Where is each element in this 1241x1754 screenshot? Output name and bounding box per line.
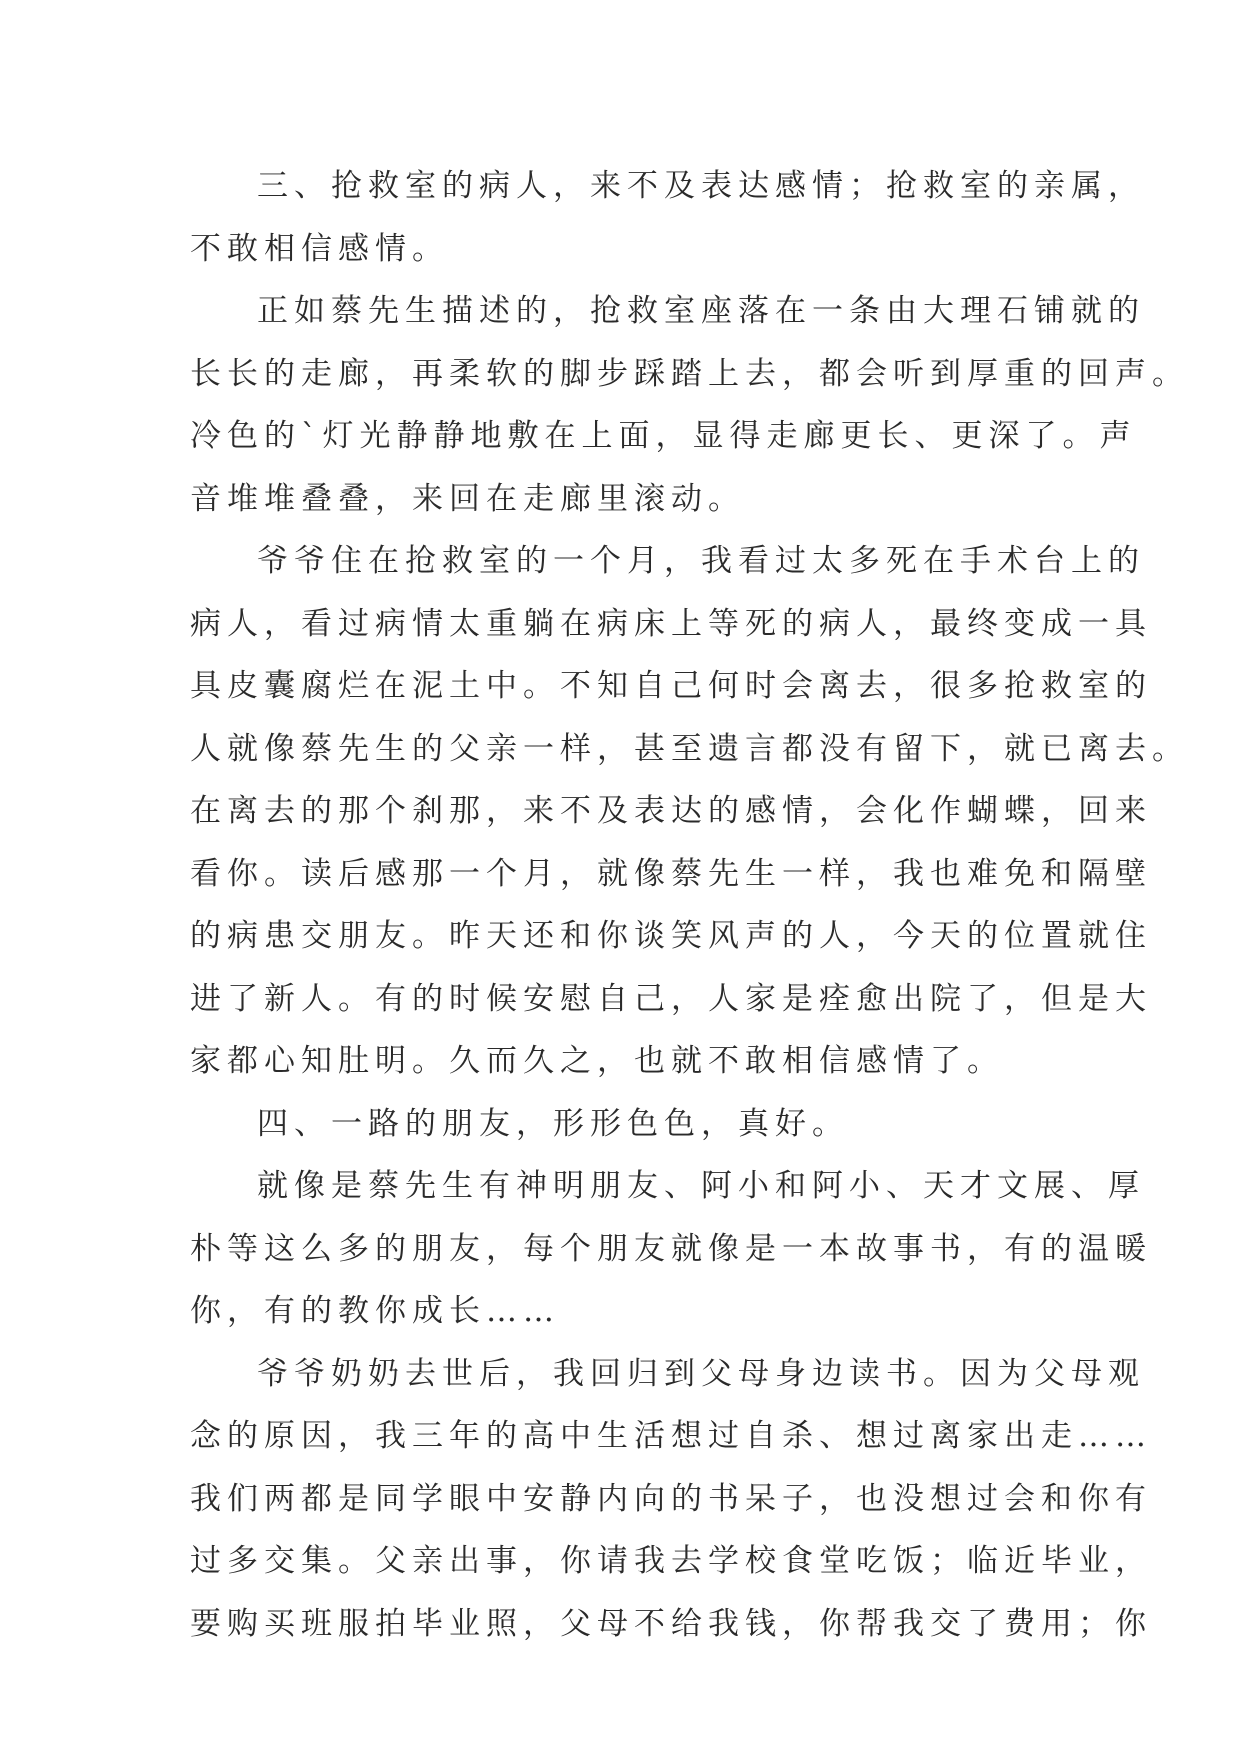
text-line: 冷色的`灯光静静地敷在上面，显得走廊更长、更深了。声	[190, 418, 1137, 454]
text-line: 你，有的教你成长……	[190, 1293, 560, 1329]
text-line: 爷爷奶奶去世后，我回归到父母身边读书。因为父母观	[257, 1355, 1145, 1392]
text-line: 病人，看过病情太重躺在病床上等死的病人，最终变成一具	[190, 605, 1152, 642]
text-line: 具皮囊腐烂在泥土中。不知自己何时会离去，很多抢救室的	[190, 668, 1152, 704]
text-line: 念的原因，我三年的高中生活想过自杀、想过离家出走……	[190, 1418, 1152, 1454]
text-line: 在离去的那个刹那，来不及表达的感情，会化作蝴蝶，回来	[190, 793, 1152, 829]
text-line: 音堆堆叠叠，来回在走廊里滚动。	[190, 480, 745, 517]
text-line: 的病患交朋友。昨天还和你谈笑风声的人，今天的位置就住	[190, 918, 1152, 954]
text-line: 看你。读后感那一个月，就像蔡先生一样，我也难免和隔壁	[190, 855, 1152, 892]
text-line: 朴等这么多的朋友，每个朋友就像是一本故事书，有的温暖	[190, 1230, 1152, 1267]
text-line: 三、抢救室的病人，来不及表达感情；抢救室的亲属，	[257, 168, 1145, 204]
text-line: 爷爷住在抢救室的一个月，我看过太多死在手术台上的	[257, 543, 1145, 579]
text-line: 家都心知肚明。久而久之，也就不敢相信感情了。	[190, 1043, 1004, 1079]
text-line: 过多交集。父亲出事，你请我去学校食堂吃饭；临近毕业，	[190, 1543, 1152, 1579]
text-line: 要购买班服拍毕业照，父母不给我钱，你帮我交了费用；你	[190, 1605, 1152, 1642]
text-line: 四、一路的朋友，形形色色，真好。	[257, 1105, 849, 1142]
text-line: 进了新人。有的时候安慰自己，人家是痊愈出院了，但是大	[190, 980, 1152, 1017]
text-line: 人就像蔡先生的父亲一样，甚至遗言都没有留下，就已离去。	[190, 730, 1189, 767]
body-text	[190, 155, 1189, 1655]
text-line: 长长的走廊，再柔软的脚步踩踏上去，都会听到厚重的回声。	[190, 355, 1189, 392]
text-line: 就像是蔡先生有神明朋友、阿小和阿小、天才文展、厚	[257, 1168, 1145, 1204]
text-line: 不敢相信感情。	[190, 230, 449, 267]
text-line: 正如蔡先生描述的，抢救室座落在一条由大理石铺就的	[257, 293, 1145, 329]
text-line: 我们两都是同学眼中安静内向的书呆子，也没想过会和你有	[190, 1480, 1152, 1517]
